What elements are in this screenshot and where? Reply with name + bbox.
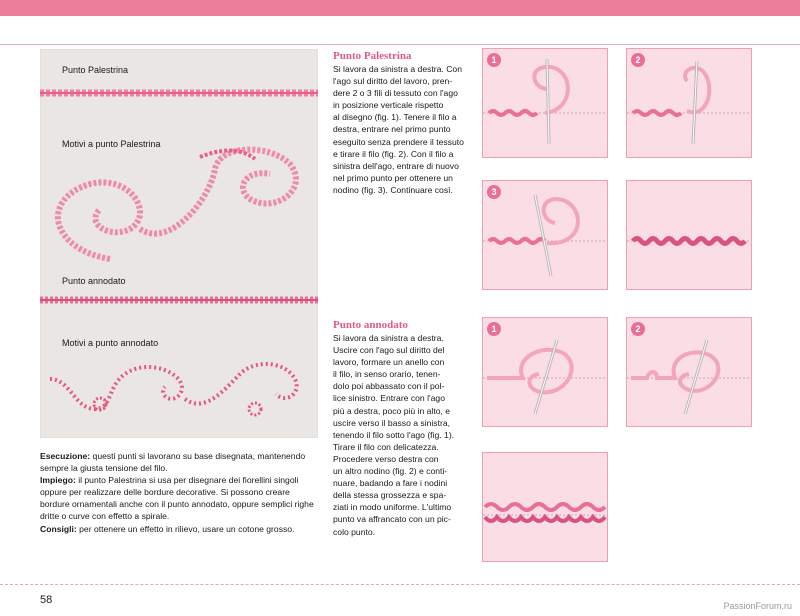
- consigli-text: per ottenere un effetto in rilievo, usare un cotone grosso.: [76, 523, 295, 534]
- watermark: PassionForum.ru: [723, 601, 792, 611]
- annodato-line: punto va affrancato con un pic-: [333, 514, 451, 525]
- annodato-line: lavoro, formare un anello con: [333, 357, 445, 368]
- palestrina-line: dere 2 o 3 fili di tessuto con l'ago: [333, 88, 458, 99]
- annodato-line: della stessa grossezza e spa-: [333, 490, 447, 501]
- photo-label-palestrina: Punto Palestrina: [62, 65, 129, 75]
- annodato-line: ziati in modo uniforme. L'ultimo: [333, 502, 452, 513]
- palestrina-figure-2: [626, 48, 752, 158]
- figure-number: 1: [487, 322, 501, 336]
- annodato-figure-2: [626, 317, 752, 427]
- palestrina-line: nodino (fig. 3). Continuare così.: [333, 184, 453, 195]
- annodato-line: Uscire con l'ago sul diritto del: [333, 345, 445, 356]
- photo-label-motivi-annodato: Motivi a punto annodato: [62, 338, 159, 348]
- figure-number: 1: [487, 53, 501, 67]
- embroidery-photo: [40, 49, 318, 438]
- figure-number: 3: [487, 185, 501, 199]
- annodato-line: un altro nodino (fig. 2) e conti-: [333, 466, 448, 477]
- palestrina-text: [333, 63, 469, 196]
- figure-number: 2: [631, 322, 645, 336]
- footer-rule: [0, 584, 800, 585]
- instructions-block: [40, 450, 318, 535]
- palestrina-line: destra, entrare nel primo punto: [333, 124, 451, 135]
- photo-label-motivi-palestrina: Motivi a punto Palestrina: [62, 139, 161, 149]
- annodato-line: Procedere verso destra con: [333, 453, 439, 464]
- annodato-figure-1: [482, 317, 608, 427]
- header-bar: [0, 0, 800, 16]
- palestrina-line: e tirare il filo (fig. 2). Con il filo a: [333, 148, 454, 159]
- palestrina-title: Punto Palestrina: [333, 50, 412, 62]
- annodato-line: il filo, in senso orario, tenen-: [333, 369, 441, 380]
- annodato-line: più a destra, poco più in alto, e: [333, 405, 451, 416]
- photo-label-annodato: Punto annodato: [62, 276, 126, 286]
- annodato-figure-result: [482, 452, 608, 562]
- palestrina-line: in posizione verticale rispetto: [333, 100, 444, 111]
- palestrina-line: al disegno (fig. 1). Tenere il filo a: [333, 112, 457, 123]
- palestrina-line: l'ago sul diritto del lavoro, pren-: [333, 76, 453, 87]
- header-rule: [0, 44, 800, 45]
- palestrina-figure-3: [482, 180, 608, 290]
- palestrina-line: nel primo punto per ottenere un: [333, 172, 453, 183]
- esecuzione-label: Esecuzione:: [40, 451, 91, 461]
- consigli-label: Consigli:: [40, 523, 77, 534]
- annodato-line: nuare, badando a fare i nodini: [333, 478, 448, 489]
- impiego-text: il punto Palestrina si usa per disegnare dei fiorellini singoli oppure per realizzare delle bordure decorative. Si possono creare bordure ornamentali anche con il punto annodato, oppure semplici righe dritte o curve con effetto a spirale.: [40, 475, 314, 522]
- annodato-line: lice sinistro. Entrare con l'ago: [333, 393, 445, 404]
- annodato-line: colo punto.: [333, 526, 376, 537]
- impiego-label: Impiego:: [40, 475, 76, 486]
- annodato-line: uscire verso il basso a sinistra,: [333, 417, 451, 428]
- palestrina-figure-1: [482, 48, 608, 158]
- palestrina-line: eseguito senza prendere il tessuto: [333, 136, 464, 147]
- figure-number: 2: [631, 53, 645, 67]
- annodato-text: [333, 332, 469, 538]
- annodato-line: Tirare il filo con delicatezza.: [333, 441, 439, 452]
- annodato-line: tenendo il filo sotto l'ago (fig. 1).: [333, 429, 455, 440]
- annodato-line: dolo poi abbassato con il pol-: [333, 381, 445, 392]
- esecuzione-text: questi punti si lavorano su base disegnata, mantenendo sempre la giusta tensione del filo.: [40, 451, 306, 474]
- page-number: 58: [40, 594, 53, 606]
- palestrina-line: Si lavora da sinistra a destra. Con: [333, 64, 462, 74]
- annodato-line: Si lavora da sinistra a destra.: [333, 333, 444, 343]
- palestrina-figure-result: [626, 180, 752, 290]
- annodato-title: Punto annodato: [333, 319, 408, 331]
- palestrina-line: sinistra dell'ago, entrare di nuovo: [333, 160, 459, 171]
